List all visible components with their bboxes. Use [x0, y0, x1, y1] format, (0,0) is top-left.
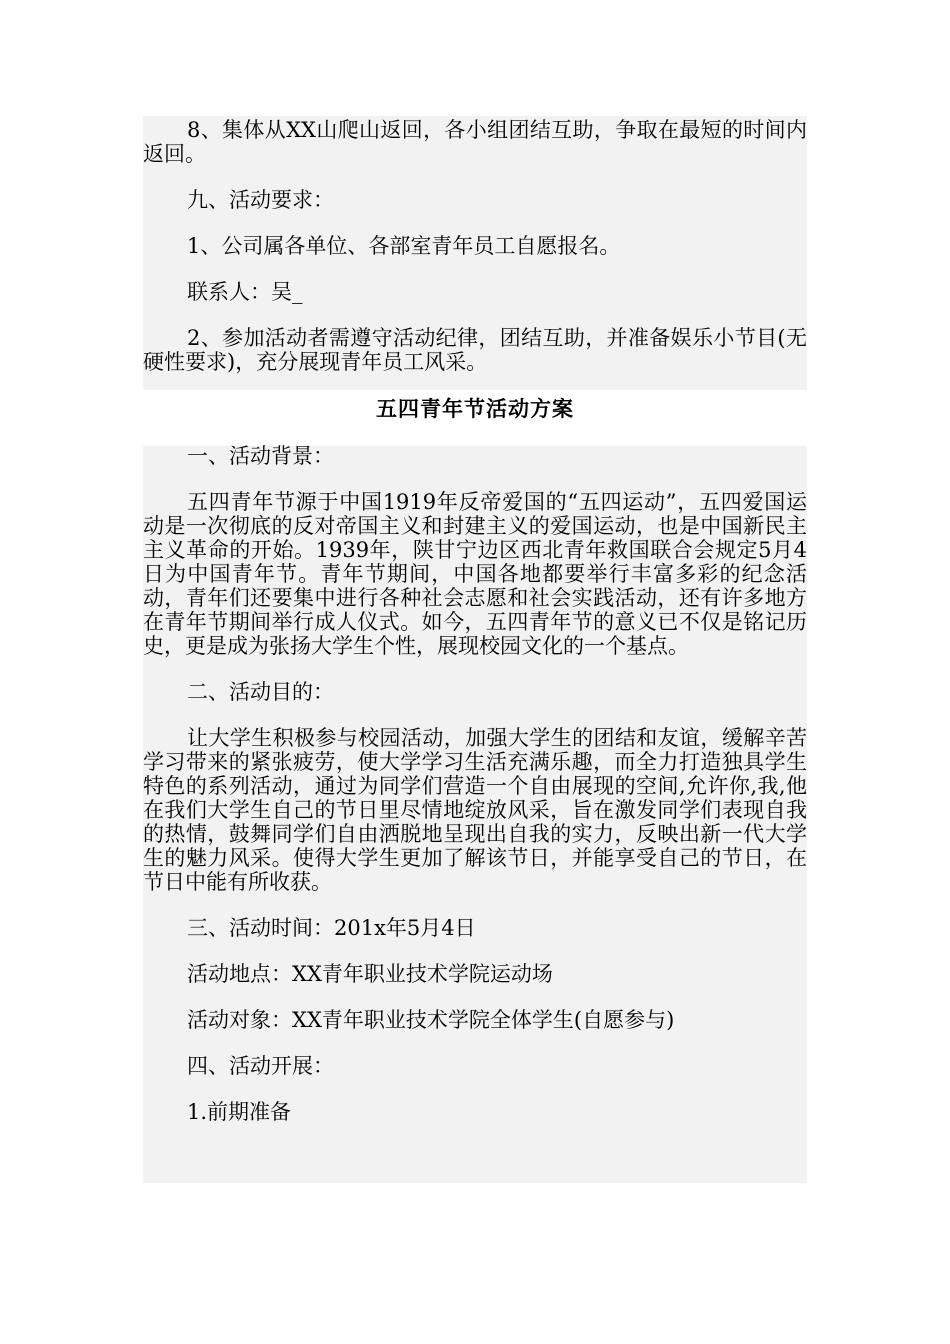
document-title: 五四青年节活动方案	[376, 397, 574, 421]
paragraph-location: 活动地点：XX青年职业技术学院运动场	[187, 962, 553, 986]
document-body	[143, 118, 807, 1124]
paragraph-contact: 联系人：吴_	[187, 280, 303, 304]
paragraph-background: 五四青年节源于中国1919年反帝爱国的“五四运动”，五四爱国运动是一次彻底的反对帝国主义和封建主义的爱国运动，也是中国新民主主义革命的开始。1939年，陕甘宁边区西北青年救国联合会规定5月4日为中国青年节。青年节期间，中国各地都要举行丰富多彩的纪念活动，青年们还要集中进行各种社会志愿和社会实践活动，还有许多地方在青年节期间举行成人仪式。如今，五四青年节的意义已不仅是铭记历史，更是成为张扬大学生个性，展现校园文化的一个基点。	[143, 490, 807, 658]
paragraph-target: 活动对象：XX青年职业技术学院全体学生(自愿参与)	[187, 1008, 675, 1032]
paragraph-return-trip: 8、集体从XX山爬山返回，各小组团结互助，争取在最短的时间内返回。	[143, 118, 807, 166]
paragraph-purpose: 让大学生积极参与校园活动，加强大学生的团结和友谊，缓解辛苦学习带来的紧张疲劳，使大学学习生活充满乐趣，而全力打造独具学生特色的系列活动，通过为同学们营造一个自由展现的空间,允许你,我,他在我们大学生自己的节日里尽情地绽放风采，旨在激发同学们表现自我的热情，鼓舞同学们自由洒脱地呈现出自我的实力，反映出新一代大学生的魅力风采。使得大学生更加了解该节日，并能享受自己的节日，在节日中能有所收获。	[143, 726, 807, 894]
heading-activity-development: 四、活动开展：	[187, 1054, 334, 1078]
paragraph-preparation: 1.前期准备	[187, 1100, 292, 1124]
heading-activity-background: 一、活动背景：	[187, 444, 334, 468]
heading-activity-purpose: 二、活动目的：	[187, 680, 334, 704]
heading-activity-requirements: 九、活动要求：	[187, 188, 334, 212]
paragraph-requirement-1: 1、公司属各单位、各部室青年员工自愿报名。	[187, 234, 621, 258]
heading-activity-time: 三、活动时间：201x年5月4日	[187, 916, 476, 940]
paragraph-requirement-2: 2、参加活动者需遵守活动纪律，团结互助，并准备娱乐小节目(无硬性要求)，充分展现青年员工风采。	[143, 326, 807, 374]
